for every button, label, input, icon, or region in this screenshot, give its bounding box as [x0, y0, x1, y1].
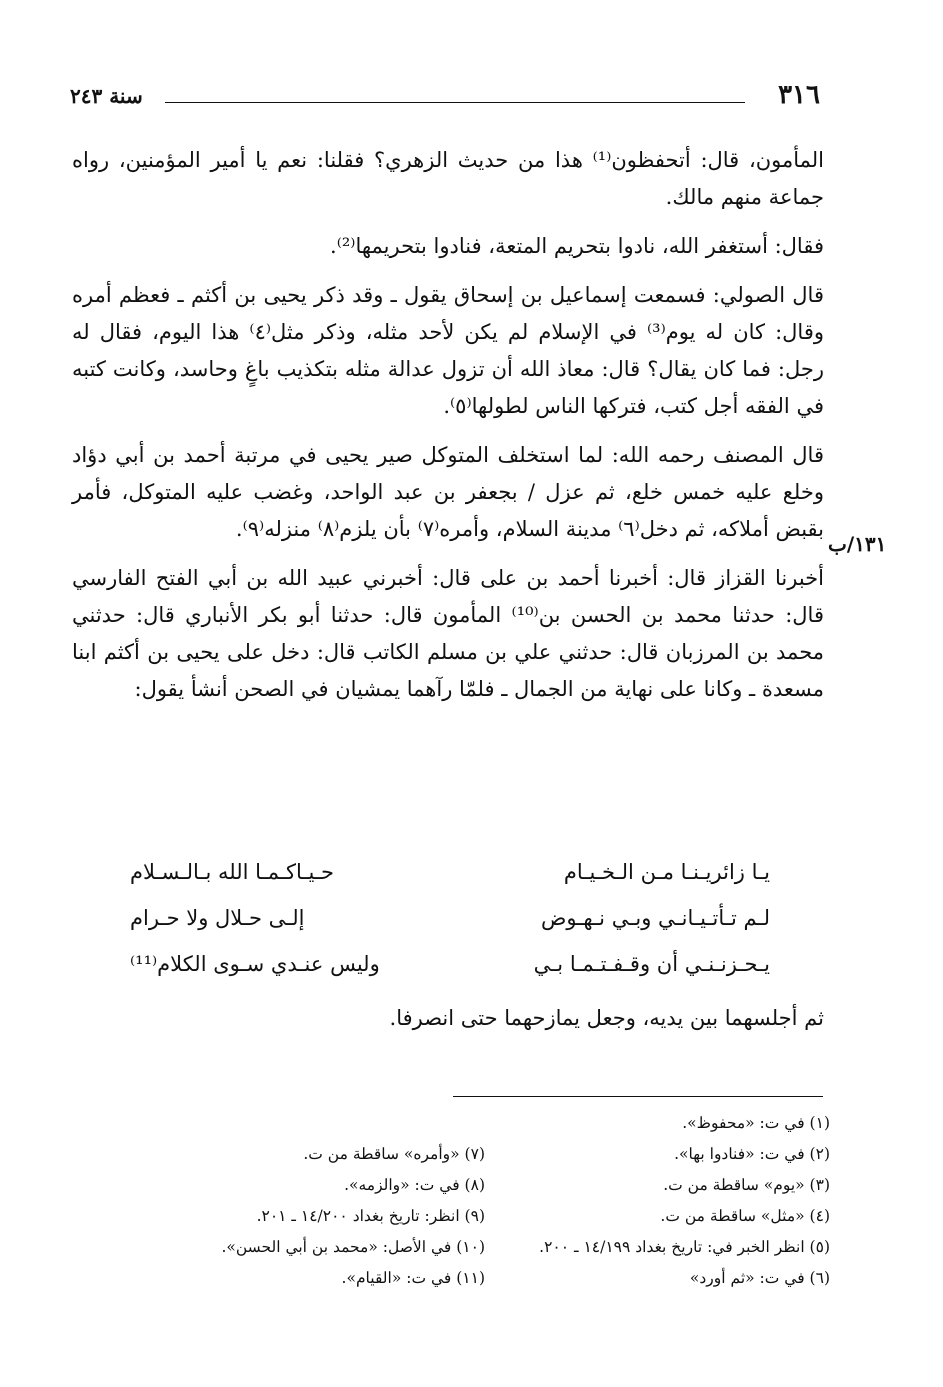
footnote: (٩) انظر: تاريخ بغداد ١٤/٢٠٠ ـ ٢٠١. [256, 1207, 485, 1225]
verse-second-hemistich: إلـى حـلال ولا حـرام [130, 906, 305, 930]
footnote: (٨) في ت: «والزمه». [344, 1176, 485, 1194]
header-rule [165, 102, 745, 103]
footnote: (٢) في ت: «فنادوا بها». [674, 1145, 830, 1163]
paragraph: المأمون، قال: أتحفظون⁽¹⁾ هذا من حديث الزهري؟ فقلنا: نعم يا أمير المؤمنين، رواه جماعة منهم مالك. [72, 148, 825, 209]
footnote: (٥) انظر الخبر في: تاريخ بغداد ١٤/١٩٩ ـ ٢٠٠. [539, 1238, 830, 1256]
footnote: (٤) «مثل» ساقطة من ت. [660, 1207, 830, 1225]
verse-first-hemistich: لـم تـأتـيـانـي وبـي نـهـوض [540, 906, 770, 930]
main-text [72, 142, 824, 720]
paragraph: فقال: أستغفر الله، نادوا بتحريم المتعة، فنادوا بتحريمها⁽²⁾. [330, 234, 824, 258]
verse-first-hemistich: يـحـزنـنـي أن وقـفـتـمـا بـي [533, 952, 770, 976]
verse-first-hemistich: يـا زائريـنـا مـن الـخـيـام [563, 860, 770, 884]
verse-second-hemistich: حـيـاكـمـا الله بـالـسـلام [130, 860, 335, 884]
footnote: (١١) في ت: «القيام». [341, 1269, 485, 1287]
footnotes-left-column [140, 1108, 485, 1294]
manuscript-folio-note: ١٣١/ب [828, 532, 887, 556]
paragraph: قال الصولي: فسمعت إسماعيل بن إسحاق يقول ـ وقد ذكر يحيى بن أكثم ـ فعظم أمره وقال: كان له يوم⁽³⁾ في الإسلام لم يكن لأحد مثله، وذكر مثل⁽٤⁾ هذا اليوم، فقال له رجل: فما كان يقال؟ قال: معاذ الله أن تزول عدالة مثله بتكذيب باغٍ وحاسد، وكانت كتبه في الفقه أجل كتب، فتركها الناس لطولها⁽٥⁾. [72, 283, 825, 418]
closing-line: ثم أجلسهما بين يديه، وجعل يمازحهما حتى انصرفا. [389, 1006, 824, 1030]
poem-verse [130, 852, 770, 898]
footnote: (١٠) في الأصل: «محمد بن أبي الحسن». [221, 1238, 485, 1256]
running-title: سنة ٢٤٣ [70, 84, 143, 108]
paragraph: أخبرنا القزاز قال: أخبرنا أحمد بن على قال: أخبرني عبيد الله بن أبي الفتح الفارسي قال: حدثنا محمد بن الحسن بن⁽¹⁰⁾ المأمون قال: حدثنا أبو بكر الأنباري قال: حدثني محمد بن المرزبان قال: حدثني علي بن مسلم الكاتب قال: دخل على يحيى بن أكثم ابنا مسعدة ـ وكانا على نهاية من الجمال ـ فلمّا رآهما يمشيان في الصحن أنشأ يقول: [72, 566, 824, 701]
page-number: ٣١٦ [778, 80, 820, 110]
footnote: (٧) «وأمره» ساقطة من ت. [303, 1145, 485, 1163]
footnote: (٣) «يوم» ساقطة من ت. [663, 1176, 830, 1194]
poem-verse [130, 898, 770, 944]
page-header [70, 80, 820, 114]
verse-second-hemistich: وليس عنـدي سـوى الكلام⁽¹¹⁾ [130, 952, 380, 976]
footnote-rule [453, 1096, 823, 1097]
paragraph: قال المصنف رحمه الله: لما استخلف المتوكل صير يحيى في مرتبة أحمد بن أبي دؤاد وخلع عليه خمس خلع، ثم عزل / بجعفر بن عبد الواحد، وغضب عليه المتوكل، فأمر بقبض أملاكه، ثم دخل⁽٦⁾ مدينة السلام، وأمره⁽٧⁾ بأن يلزم⁽٨⁾ منزله⁽٩⁾. [72, 443, 824, 541]
poem-verse [130, 944, 770, 990]
footnote: (٦) في ت: «ثم أورد» [689, 1269, 830, 1287]
poem [130, 852, 770, 990]
footnotes-right-column [485, 1108, 830, 1294]
footnote: (١) في ت: «محفوظ». [682, 1114, 830, 1132]
